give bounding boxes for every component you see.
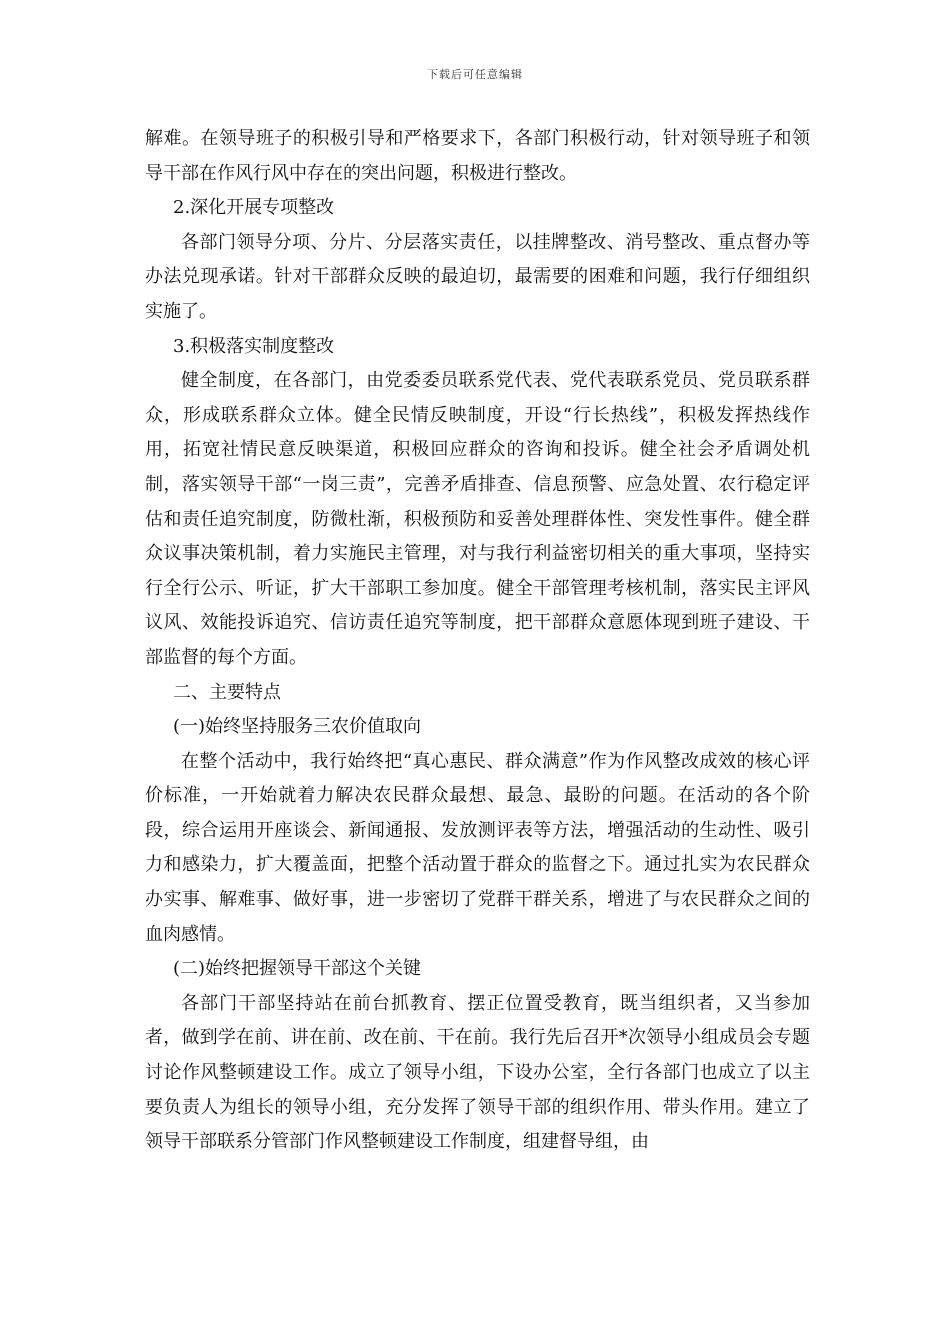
section-heading: 2.深化开展专项整改	[173, 197, 335, 219]
paragraph: 在整个活动中，我行始终把“真心惠民、群众满意”作为作风整改成效的核心评价标准，一开始就着力解决农民群众最想、最急、最盼的问题。在活动的各个阶段，综合运用开座谈会、新闻通报、发放测评表等方法，增强活动的生动性、吸引力和感染力，扩大覆盖面，把整个活动置于群众的监督之下。通过扎实为农民群众办实事、解难事、做好事，进一步密切了党群干群关系，增进了与农民群众之间的血肉感情。	[145, 750, 810, 945]
document-body	[145, 122, 810, 1160]
paragraph: 健全制度，在各部门，由党委委员联系党代表、党代表联系党员、党员联系群众，形成联系群众立体。健全民情反映制度，开设“行长热线”，积极发挥热线作用，拓宽社情民意反映渠道，积极回应群众的咨询和投诉。健全社会矛盾调处机制，落实领导干部“一岗三责”，完善矛盾排查、信息预警、应急处置、农行稳定评估和责任追究制度，防微杜渐，积极预防和妥善处理群体性、突发性事件。健全群众议事决策机制，着力实施民主管理，对与我行利益密切相关的重大事项，坚持实行全行公示、听证，扩大干部职工参加度。健全干部管理考核机制，落实民主评风议风、效能投诉追究、信访责任追究等制度，把干部群众意愿体现到班子建设、干部监督的每个方面。	[145, 370, 810, 668]
paragraph: 各部门干部坚持站在前台抓教育、摆正位置受教育，既当组织者，又当参加者，做到学在前、讲在前、改在前、干在前。我行先后召开*次领导小组成员会专题讨论作风整顿建设工作。成立了领导小组，下设办公室，全行各部门也成立了以主要负责人为组长的领导小组，充分发挥了领导干部的组织作用、带头作用。建立了领导干部联系分管部门作风整顿建设工作制度，组建督导组，由	[145, 992, 810, 1153]
paragraph: 各部门领导分项、分片、分层落实责任，以挂牌整改、消号整改、重点督办等办法兑现承诺。针对干部群众反映的最迫切，最需要的困难和问题，我行仔细组织实施了。	[145, 231, 810, 322]
section-heading: (一)始终坚持服务三农价值取向	[173, 716, 422, 738]
section-heading: (二)始终把握领导干部这个关键	[173, 958, 422, 980]
section-heading: 3.积极落实制度整改	[173, 335, 335, 357]
section-heading: 二、主要特点	[173, 681, 281, 703]
paragraph: 解难。在领导班子的积极引导和严格要求下，各部门积极行动，针对领导班子和领导干部在作风行风中存在的突出问题，积极进行整改。	[145, 128, 810, 184]
page-header: 下载后可任意编辑	[427, 68, 523, 81]
